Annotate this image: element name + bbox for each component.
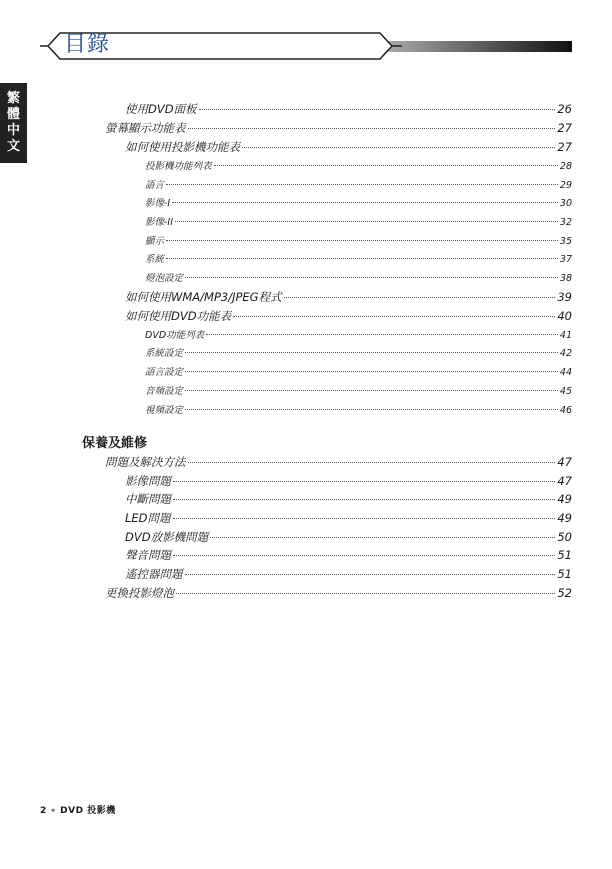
toc-entry-page-number: 51 bbox=[557, 548, 572, 562]
toc-entry bbox=[125, 547, 572, 563]
toc-entry-page-number: 32 bbox=[559, 217, 572, 228]
dot-leader bbox=[185, 390, 558, 391]
toc-entry-page-number: 26 bbox=[557, 102, 572, 116]
toc-entry bbox=[145, 270, 572, 284]
toc-entry bbox=[145, 402, 572, 416]
toc-entry bbox=[105, 454, 572, 470]
toc-entry-label: 如何使用WMA/MP3/JPEG程式 bbox=[125, 290, 282, 304]
toc-entry bbox=[145, 345, 572, 359]
dot-leader bbox=[173, 518, 556, 519]
dot-leader bbox=[233, 316, 555, 317]
toc-entry-label: 聲音問題 bbox=[125, 548, 171, 562]
toc-entry-label: 如何使用投影機功能表 bbox=[125, 140, 240, 154]
toc-entry-page-number: 46 bbox=[559, 405, 572, 416]
dot-leader bbox=[199, 109, 556, 110]
toc-entry bbox=[145, 383, 572, 397]
toc-entry-label: 更換投影燈泡 bbox=[105, 586, 174, 600]
toc-entry bbox=[145, 214, 572, 228]
toc-entry-page-number: 27 bbox=[557, 140, 572, 154]
dot-leader bbox=[173, 481, 555, 482]
dot-leader bbox=[185, 277, 558, 278]
toc-entry-page-number: 51 bbox=[557, 567, 572, 581]
toc-entry bbox=[145, 158, 572, 172]
toc-entry-page-number: 29 bbox=[559, 180, 572, 191]
toc-entry bbox=[125, 139, 572, 155]
dot-leader bbox=[206, 334, 558, 335]
dot-leader bbox=[185, 409, 558, 410]
toc-entry bbox=[145, 364, 572, 378]
toc-entry-page-number: 45 bbox=[559, 386, 572, 397]
toc-entry bbox=[125, 473, 572, 489]
toc-entry-page-number: 38 bbox=[559, 273, 572, 284]
toc-entry bbox=[105, 120, 572, 136]
toc-entry-label: 顯示 bbox=[145, 236, 165, 247]
toc-entry bbox=[125, 510, 572, 526]
toc-entry-page-number: 44 bbox=[559, 367, 572, 378]
toc-entry-label: DVD功能列表 bbox=[145, 330, 205, 341]
toc-entry bbox=[105, 585, 572, 601]
toc-entry-label: 音頻設定 bbox=[145, 386, 184, 397]
toc-entry-label: 系統設定 bbox=[145, 348, 184, 359]
dot-leader bbox=[173, 555, 555, 556]
dot-leader bbox=[166, 258, 558, 259]
dot-leader bbox=[175, 221, 558, 222]
toc-entry-label: 影像-II bbox=[145, 217, 174, 228]
toc-entry-page-number: 37 bbox=[559, 254, 572, 265]
page-title: 目錄 bbox=[64, 32, 111, 57]
dot-leader bbox=[166, 184, 558, 185]
toc-entry-page-number: 40 bbox=[557, 309, 572, 323]
toc-entry bbox=[125, 491, 572, 507]
toc-entry-page-number: 28 bbox=[559, 161, 572, 172]
dot-leader bbox=[242, 147, 555, 148]
dot-leader bbox=[210, 537, 555, 538]
toc-entry bbox=[145, 251, 572, 265]
page-footer: 2 ∘ DVD 投影機 bbox=[40, 806, 116, 816]
dot-leader bbox=[176, 593, 555, 594]
dot-leader bbox=[185, 574, 556, 575]
dot-leader bbox=[284, 297, 556, 298]
toc-entry-page-number: 52 bbox=[557, 586, 572, 600]
dot-leader bbox=[185, 371, 558, 372]
toc-entry-label: 投影機功能列表 bbox=[145, 161, 212, 172]
toc-entry-label: 使用DVD面板 bbox=[125, 102, 197, 116]
toc-entry-page-number: 27 bbox=[557, 121, 572, 135]
toc-entry-label: 系統 bbox=[145, 254, 165, 265]
toc-entry-label: 視頻設定 bbox=[145, 405, 184, 416]
toc-entry-label: 遙控器問題 bbox=[125, 567, 183, 581]
toc-entry-page-number: 47 bbox=[557, 474, 572, 488]
toc-entry-page-number: 42 bbox=[559, 348, 572, 359]
toc-entry bbox=[125, 529, 572, 545]
dot-leader bbox=[172, 202, 558, 203]
toc-entry bbox=[125, 566, 572, 582]
toc-entry bbox=[125, 289, 572, 305]
toc-entry-label: 影像問題 bbox=[125, 474, 171, 488]
toc-entry-label: 螢幕顯示功能表 bbox=[105, 121, 186, 135]
dot-leader bbox=[173, 499, 555, 500]
toc-entry bbox=[125, 308, 572, 324]
toc-entry-label: 語言設定 bbox=[145, 367, 184, 378]
dot-leader bbox=[214, 165, 558, 166]
dot-leader bbox=[166, 240, 558, 241]
toc-entry-page-number: 35 bbox=[559, 236, 572, 247]
toc-entry-label: 如何使用DVD功能表 bbox=[125, 309, 232, 323]
toc-entry-label: DVD放影機問題 bbox=[125, 530, 209, 544]
toc-entry bbox=[145, 195, 572, 209]
toc-entry-page-number: 41 bbox=[559, 330, 572, 341]
section-heading-maintenance: 保養及維修 bbox=[82, 436, 148, 451]
toc-entry-page-number: 39 bbox=[557, 290, 572, 304]
toc-entry-page-number: 49 bbox=[557, 492, 572, 506]
side-tab-label: 繁體中文 bbox=[6, 91, 20, 154]
toc-entry-page-number: 47 bbox=[557, 455, 572, 469]
toc-entry bbox=[145, 327, 572, 341]
toc-entry-label: 燈泡設定 bbox=[145, 273, 184, 284]
toc-entry-page-number: 49 bbox=[557, 511, 572, 525]
toc-entry-label: LED問題 bbox=[125, 511, 171, 525]
toc-entry-label: 語言 bbox=[145, 180, 165, 191]
dot-leader bbox=[188, 128, 556, 129]
toc-entry-label: 問題及解決方法 bbox=[105, 455, 186, 469]
toc-entry-page-number: 50 bbox=[557, 530, 572, 544]
toc-entry bbox=[145, 177, 572, 191]
toc-entry-page-number: 30 bbox=[559, 198, 572, 209]
toc-entry bbox=[145, 233, 572, 247]
dot-leader bbox=[188, 462, 556, 463]
dot-leader bbox=[185, 352, 558, 353]
toc-entry-label: 中斷問題 bbox=[125, 492, 171, 506]
toc-entry-label: 影像-I bbox=[145, 198, 171, 209]
toc-entry bbox=[125, 101, 572, 117]
